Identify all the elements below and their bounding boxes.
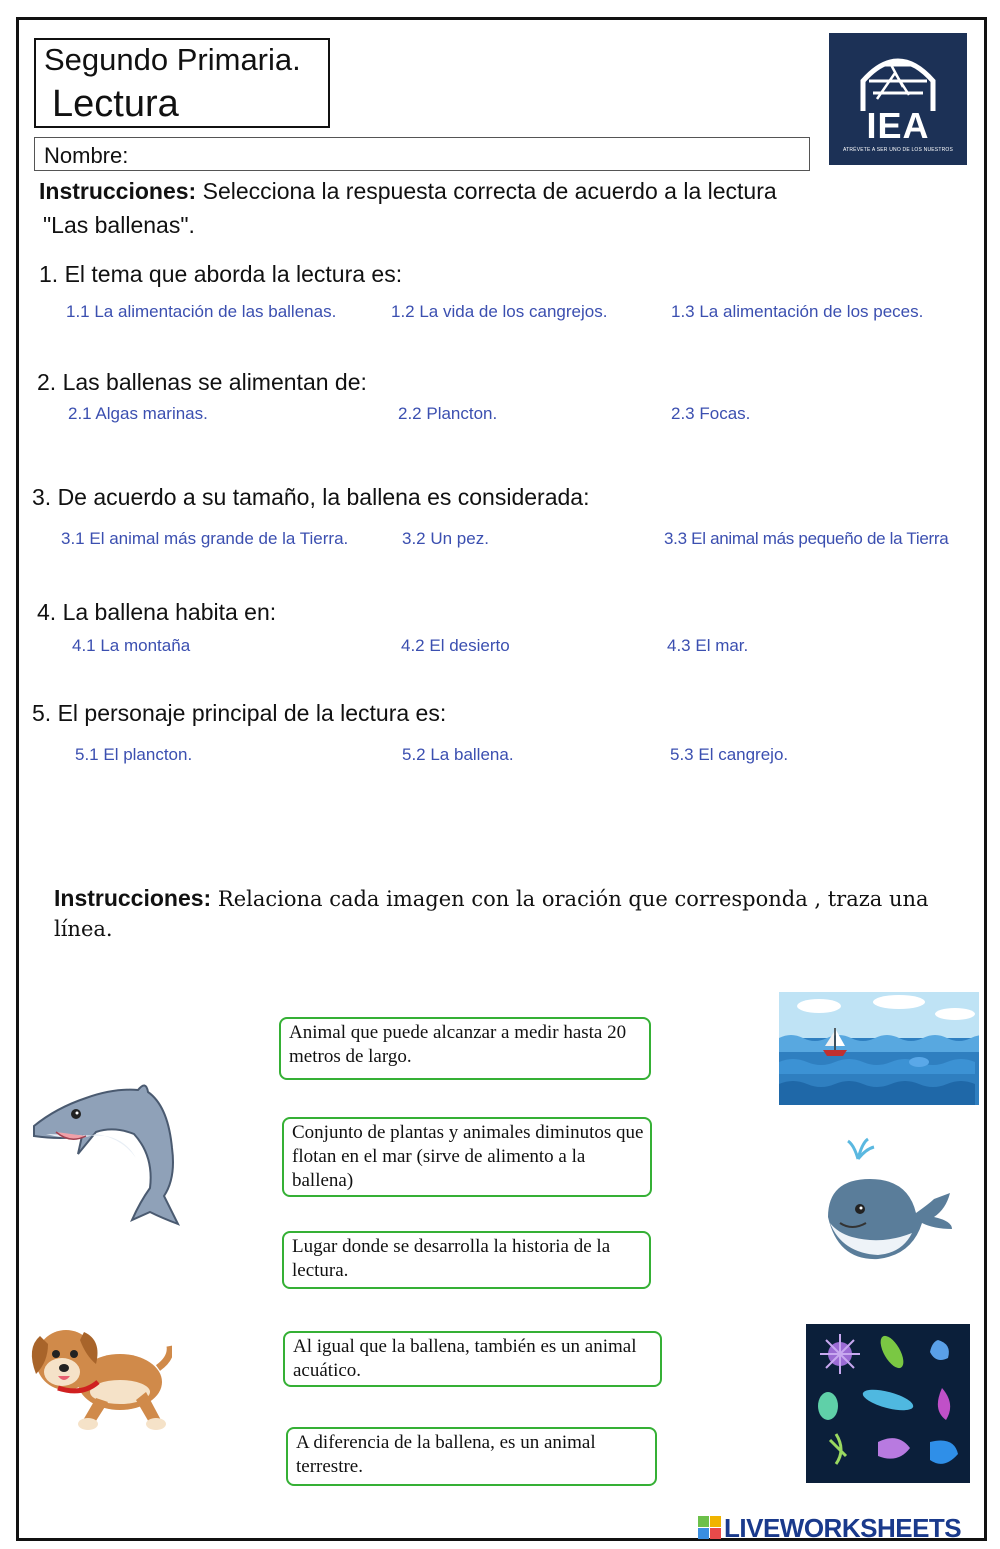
title-grade: Segundo Primaria. [44,42,301,77]
option-2-2[interactable]: 2.2 Plancton. [398,404,498,423]
sentence-box-5[interactable]: A diferencia de la ballena, es un animal terrestre. [286,1427,657,1486]
option-5-1[interactable]: 5.1 El plancton. [75,745,193,764]
instructions-1-text-line2: "Las ballenas". [43,212,195,238]
option-2-1[interactable]: 2.1 Algas marinas. [68,404,208,423]
option-5-3[interactable]: 5.3 El cangrejo. [670,745,789,764]
instructions-2-text: Relaciona cada imagen con la oración que corresponda , traza una línea. [54,887,929,941]
option-4-2[interactable]: 4.2 El desierto [401,636,510,655]
sentence-box-2[interactable]: Conjunto de plantas y animales diminutos que flotan en el mar (sirve de alimento a la ballena) [282,1117,652,1197]
title-box [34,38,330,128]
title-subject: Lectura [52,83,179,125]
option-4-3[interactable]: 4.3 El mar. [667,636,749,655]
question-3: 3. De acuerdo a su tamaño, la ballena es considerada: [32,484,590,510]
option-1-1[interactable]: 1.1 La alimentación de las ballenas. [66,302,337,321]
option-1-2[interactable]: 1.2 La vida de los cangrejos. [391,302,608,321]
option-4-1[interactable]: 4.1 La montaña [72,636,191,655]
instructions-1-text: Selecciona la respuesta correcta de acuerdo a la lectura [196,178,777,204]
sentence-box-4[interactable]: Al igual que la ballena, también es un animal acuático. [283,1331,662,1387]
option-1-3[interactable]: 1.3 La alimentación de los peces. [671,302,924,321]
whale-picture[interactable] [822,1137,956,1273]
instructions-2-label: Instrucciones: [54,885,212,911]
option-2-3[interactable]: 2.3 Focas. [671,404,751,423]
brand-blocks-icon [698,1516,722,1542]
puppy-picture[interactable] [22,1318,172,1432]
option-5-2[interactable]: 5.2 La ballena. [402,745,514,764]
question-1: 1. El tema que aborda la lectura es: [39,261,403,287]
name-label: Nombre: [44,143,129,168]
instructions-1-label: Instrucciones: [39,178,197,204]
option-3-3[interactable]: 3.3 El animal más pequeño de la Tierra [664,529,949,548]
page-border [16,17,987,1541]
dome-icon [829,33,967,113]
question-4: 4. La ballena habita en: [37,599,277,625]
sentence-box-3[interactable]: Lugar donde se desarrolla la historia de la lectura. [282,1231,651,1289]
dolphin-picture[interactable] [26,1078,186,1228]
question-2: 2. Las ballenas se alimentan de: [37,369,367,395]
option-3-1[interactable]: 3.1 El animal más grande de la Tierra. [61,529,349,548]
instructions-2 [54,883,974,944]
ocean-picture[interactable] [779,992,979,1105]
name-field[interactable] [34,137,810,171]
question-5: 5. El personaje principal de la lectura es: [32,700,447,726]
plankton-picture[interactable] [806,1324,970,1483]
logo-text: IEA [866,105,930,146]
logo-tagline: ATRÉVETE A SER UNO DE LOS NUESTROS [842,147,954,153]
sentence-box-1[interactable]: Animal que puede alcanzar a medir hasta 20 metros de largo. [279,1017,651,1080]
brand-text: LIVEWORKSHEETS [724,1513,962,1543]
instructions-1 [39,174,939,242]
school-logo [829,33,967,165]
option-3-2[interactable]: 3.2 Un pez. [402,529,489,548]
